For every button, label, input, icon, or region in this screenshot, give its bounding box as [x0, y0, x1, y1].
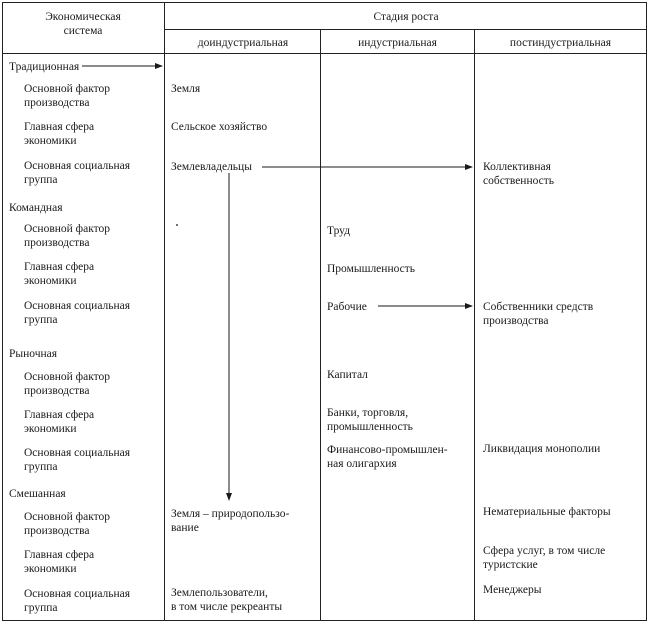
cell-post-group: Коллективная собственность	[483, 161, 555, 187]
cell-pre-group: Землевладельцы	[171, 161, 252, 173]
cell-ind-group: Рабочие	[327, 301, 367, 313]
label-group: Основная социальная группа	[24, 588, 131, 614]
label-sphere: Главная сфера экономики	[24, 121, 95, 147]
cell-ind-sphere: Промышленность	[327, 263, 416, 275]
label-group: Основная социальная группа	[24, 300, 131, 326]
system-command: Командная	[9, 202, 63, 214]
label-factor: Основной фактор производства	[24, 83, 111, 109]
cell-pre-group: Землепользователи, в том числе рекреанты	[171, 587, 283, 613]
header-stage-ind: индустриальная	[358, 37, 437, 49]
cell-pre-factor: Земля	[171, 83, 201, 95]
label-factor: Основной фактор производства	[24, 511, 111, 537]
header-system: Экономическая система	[45, 11, 121, 37]
cell-post-group: Менеджеры	[483, 584, 542, 596]
cell-ind-sphere: Банки, торговля, промышленность	[327, 407, 413, 433]
header-stage-post: постиндустриальная	[509, 37, 612, 49]
cell-post-factor: Нематериальные факторы	[483, 506, 611, 518]
label-sphere: Главная сфера экономики	[24, 261, 95, 287]
cell-ind-factor: Труд	[327, 225, 351, 237]
cell-pre-factor: Земля – природопользо- вание	[171, 508, 290, 534]
system-mixed: Смешанная	[9, 488, 66, 500]
cell-pre-sphere: Сельское хозяйство	[171, 121, 268, 133]
label-sphere: Главная сфера экономики	[24, 409, 95, 435]
header-growth-stage: Стадия роста	[373, 11, 439, 23]
cell-post-sphere: Сфера услуг, в том числе туристские	[483, 545, 606, 571]
stray-dot	[176, 224, 178, 226]
system-traditional: Традиционная	[9, 61, 80, 73]
label-sphere: Главная сфера экономики	[24, 549, 95, 575]
label-group: Основная социальная группа	[24, 447, 131, 473]
system-market: Рыночная	[9, 348, 58, 360]
cell-post-group: Собственники средств производства	[483, 301, 594, 327]
header-stage-pre: доиндустриальная	[197, 37, 289, 49]
cell-ind-group: Финансово-промышлен- ная олигархия	[327, 444, 448, 470]
label-group: Основная социальная группа	[24, 160, 131, 186]
cell-post-group: Ликвидация монополии	[483, 443, 601, 455]
label-factor: Основной фактор производства	[24, 223, 111, 249]
cell-ind-factor: Капитал	[327, 369, 368, 381]
label-factor: Основной фактор производства	[24, 371, 111, 397]
